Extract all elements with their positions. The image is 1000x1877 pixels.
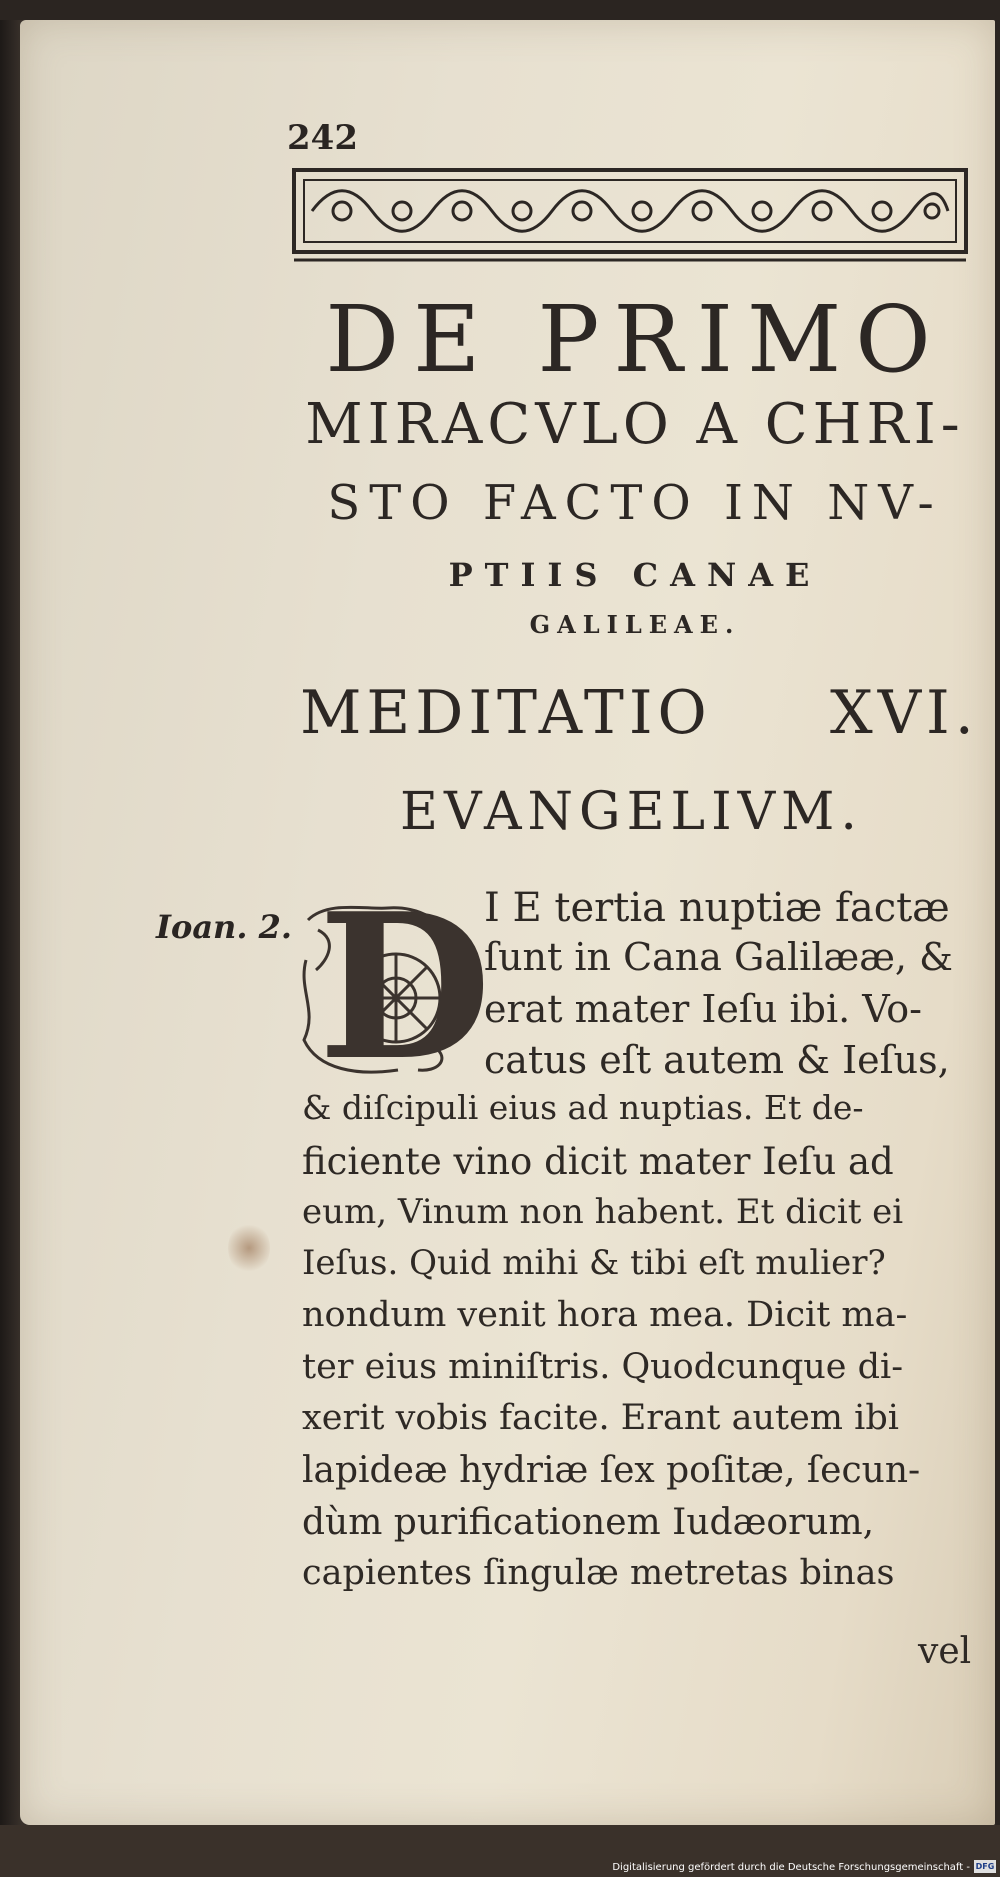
text-line-8: Ieſus. Quid mihi & tibi eſt mulier? (302, 1243, 886, 1283)
drop-cap-initial: D (318, 870, 492, 1105)
text-line-10: ter eius miniſtris. Quodcunque di- (302, 1347, 904, 1387)
text-line-9: nondum venit hora mea. Dicit ma- (302, 1295, 908, 1335)
margin-reference: Ioan. 2. (156, 908, 292, 946)
text-line-5: & diſcipuli eius ad nuptias. Et de- (302, 1088, 864, 1127)
page-number: 242 (287, 118, 358, 158)
meditation-heading: MEDITATIO (300, 678, 712, 748)
title-line-4: PTIIS CANAE (448, 556, 822, 594)
gospel-subheading: EVANGELIVM. (400, 782, 863, 842)
text-line-14: capientes ſingulæ metretas binas (302, 1553, 895, 1593)
text-line-6: ficiente vino dicit mater Ieſu ad (302, 1140, 894, 1183)
text-line-2: ſunt in Cana Galilææ, & (484, 935, 953, 979)
text-line-13: dùm purificationem Iudæorum, (302, 1502, 875, 1543)
text-line-7: eum, Vinum non habent. Et dicit ei (302, 1192, 904, 1232)
paper-stain (228, 1222, 270, 1274)
ornamental-header-band (292, 162, 968, 264)
text-line-1: I E tertia nuptiæ factæ (484, 885, 950, 931)
dfg-logo: DFG (975, 1862, 995, 1871)
title-line-2: MIRACVLO A CHRI- (305, 392, 965, 457)
title-line-1: DE PRIMO (325, 286, 945, 393)
text-line-3: erat mater Ieſu ibi. Vo- (484, 987, 922, 1031)
catchword: vel (918, 1631, 972, 1672)
text-line-4: catus eſt autem & Ieſus, (484, 1038, 950, 1082)
meditation-number: XVI. (830, 678, 979, 748)
title-line-3: STO FACTO IN NV- (327, 475, 943, 531)
text-line-11: xerit vobis facite. Erant autem ibi (302, 1398, 899, 1438)
text-line-12: lapideæ hydriæ ſex poſitæ, ſecun- (302, 1450, 921, 1491)
digitization-credit: Digitalisierung gefördert durch die Deutsche Forschungsgemeinschaft - (612, 1862, 970, 1873)
title-line-5: GALILEAE. (529, 610, 741, 639)
